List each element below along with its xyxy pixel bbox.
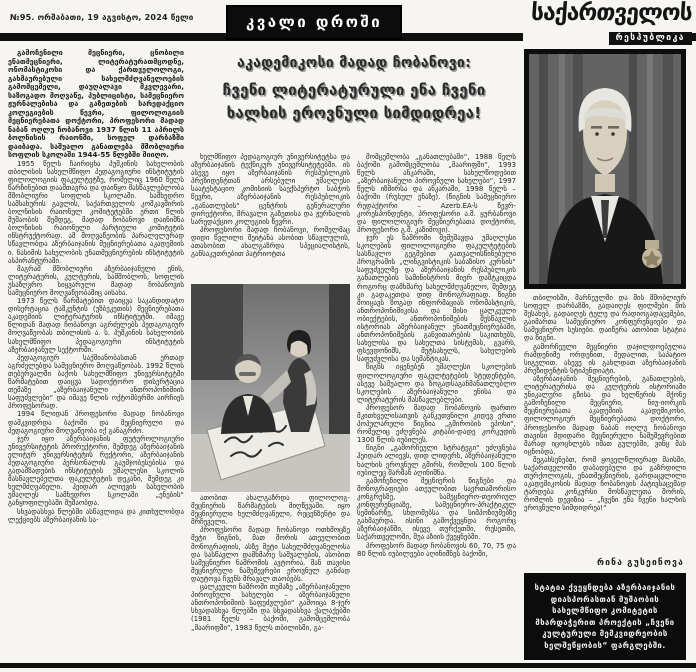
column-2 <box>191 153 350 660</box>
paragraph: პროფესორ მადად ჩობანოვის 60, 70, 75 და 80 წლის იუბილეები აღინიშნეს ბაქოში, <box>357 541 516 558</box>
bottom-rule <box>0 663 696 668</box>
paragraph: ხელმწიფო პედაგოგიურ უნივერსიტეტსა და აზერბაიჯანის ტექნიკურ უნივერსიტეტებში. ის ასევე იყო აზერბაიჯანის რესპუბლიკის პრეზიდენტთან არსებული უმაღლესი საატესტაციო კომისიის საექსპერტო საბჭოს წევრი, აზერბაიჯანის რესპუბლიკის „განათლების“ ცენტრის გენერალური დირექტორი, მრავალი გაზეთისა და ჟურნალის სარედაქციო კოლეგიის წევრი. <box>191 153 350 226</box>
paragraph: პროფესორ მადად ჩობანოვის ფართო მკითხველისათვის განკუთვნილი კიდევ ერთი პოპულარული წიგნია „გმირობის ეპოსი“, რომელიც ეძღვნება კიტაბი-დადე კორკუდის 1300 წლის იუბილეს. <box>357 403 516 445</box>
issue-date-line: №95. ორშაბათი, 19 აგვისტო, 2024 წელი <box>10 13 194 22</box>
headline-line-1: აკადემიკოსი მადად ჩობანოვი: <box>236 55 472 71</box>
paragraph: მომცემლობა „განათლებაში“, 1988 წელს ბაქოში გამომცემლობა „მაარიფში“, 1993 წელს ანკარაში, სახელწოდებით „აზერბაიჯანული პიროვნული სახელები“, 1997 წელს იზმირსა და ანკარაში, 1998 წელს – ბაქოში (რუსულ ენაზე). (წიგნის სამეცნიერო რედაქტორი – Azerb.EA-ს წევრ-კორესპონდენტი, პროფესორი ა.მ. ყურბანოვი და ფილოლოგიურ მეცნიერებათა დოქტორი, პროფესორი გ.შ. კაზიმოვი). <box>357 153 516 234</box>
paragraph: აზერბაიჯანის მეცნიერების, განათლების, ლიტერატურისა და კულტურის ისტორიაში უნიკალური გზისა და ხელწერის მქონე გამოჩენილი მეცნიერი, ნიუ-იორკის მეცნიერებათა აკადემიის აკადემიკოსი, ფილოლოგიურ მეცნიერებათა დოქტორი, პროფესორი მადად ნაბან ოღლუ ჩობანოვი თავისი მდიდარი მეცნიერული ნამუშევრებით მარად იცოცხლებს იმათ გულებში, ვინც მას იცნობდა. <box>524 374 686 456</box>
column-3 <box>357 153 516 660</box>
column-4-text <box>524 294 686 553</box>
author-byline: რინა გუსეინოვა <box>597 558 684 568</box>
paragraph: გამოჩენილი მეცნიერი, ცნობილი ენათმეცნიერი, ლიტერატურათმცოდნე, ონომასტიკოსი და ქართველოლოგი, გახმაურებული სახელმძღვანელოების გამომცემელი, დაუღალავი მკვლევარი, საზოგადო მოღვაწე, პუბლიცისტი, სამეცნიერო ჟურნალებისა და გაზეთების სარედაქციო კოლეგიების წევრი, ფილოლოგიის მეცნიერებათა დოქტორი, პროფესორი მადად ნაბან ოღლუ ჩობანოვი 1937 წლის 11 აპრილს ბოლნისის რაიონში, სოფელ დარბაზში დაიბადა. საშუალო განათლება მშობლიური სოფლის სკოლაში 1944-55 წლებში მიიღო. <box>8 49 184 159</box>
article-headline <box>191 49 517 153</box>
column-4 <box>524 49 686 660</box>
paragraph: ათობით ახალგაზრდა ფილოლოგ-მეცნიერის წარმატების მიღწევაში. იყო მეცნიერული ხელმძღვანელი, რეცენზენტი და მრჩეველი. <box>191 494 350 527</box>
column-1 <box>8 49 184 660</box>
lead-paragraph <box>8 49 184 160</box>
paragraph: მაგრამ მშობლიური აზერბაიჯანული ენის, ლიტერატურის, კულტურის, სამშობლოს, სოფლის უსაზღვრო სიყვარული მადად ჩობანოვის სამეცნიერო მოღვაწეობაშიც აისახა. <box>8 264 184 297</box>
paragraph: ჯერ იყო აზერბაიჯანის ფუტუროლოგიური უნივერსიტეტის პრორექტორი, შემდეგ აზერბაიჯანის ელიტურ უნივერსიტეტის რექტორი, აზერბაიჯანის პედაგოგიური პერსონალის გაუმჯობესებისა და გადამზადების ინსტიტუტის უმაღლესი სკოლის მასწავლებელთა ფაკულტეტის დეკანი, შემდეგ კი ხელმძღვანელი. ჰეიდარ ალიევის სახელობის უმაღლეს სამხედრო სკოლაში „ენების“ განყოფილებაში მუშაობდა. <box>8 434 184 508</box>
paragraph: პედაგოგიურ საქმიანობასთან ერთად აგრძელებდა სამეცნიერო მოღვაწეობას. 1992 წლის თებერვალში ბაქოს სახელმწიფო უნივერსიტეტში წარმატებით დაიცვა სადოქტორო დისერტაცია თემაზე „აზერბაიჯანული ანთროპონიმიის საფუძვლები“ და იმავე წლის ოქტომბერში აირჩიეს პროფესორად. <box>8 353 184 411</box>
academician-portrait-photo <box>524 49 686 289</box>
paragraph: 1955 წელს ჩაირიცხა პუშკინის სახელობის თბილისის სახელმწიფო პედაგოგიური ინსტიტუტის ფილოლოგიის ფაკულტეტზე, რომელიც 1960 წელს წარჩინებით დაამთავრა და დაიწყო მასწავლებლობა მშობლიური სოფლის სკოლაში. სამხედრო სამსახურის გავლის, საქართველოს კომკავშირის ბოლნისის რაიონულ კომიტეტებში ერთი წლის მუშაობის შემდეგ, მადად ჩობანოვი დაინიშნა ბოლნისის რაიონული პარტიული კომიტეტის ინსტრუქტორად. ამ მოღვაწეობის პარალელურად სწავლობდა აზერბაიჯანის მეცნიერებათა აკადემიის ი. ნასიმის სახელობის ენათმეცნიერების ინსტიტუტის ასპირანტურაში. <box>8 159 184 265</box>
paragraph: გამოჩენილი მეცნიერის წიგნები და მონოგრაფიები ათეულობით საერთაშორისო კონგრესზე, სამეცნიერო-თეორიულ კონფერენციაზე, სამეცნიერო-პრაქტიკულ სემინარზე, სხდომებსა და სიმპოზიუმებზე გახმაურდა. ისინი გამოქვეყნდა როგორც აზერბაიჯანში, ისევე თურქეთში, რუსეთში, საქართველოში, შუა აზიის ქვეყნებში. <box>357 476 516 542</box>
headline-line-2: ჩვენი ლიტერატურული ენა ჩვენი <box>222 81 486 99</box>
paragraph: 1994 წლიდან პროფესორი მადად ჩობანოვი დამკვიდრდა ბაქოში და მეცნიერული და პედაგოგიური მოღვაწეობა იქ განაგრძო. <box>8 410 184 435</box>
column-3-text <box>357 153 516 660</box>
support-note-box: სტატია ქვეყნდება აზერბაიჯანის დიასპორასთან მუშაობის სახელმწიფო კომიტეტის მხარდაჭერით პროექტის „ჩვენი კულტურული მემკვიდრეობის ხელშეწყობის“ ფარგლებში. <box>524 573 686 660</box>
headline-line-3: ხალხის ეროვნული სიმდიდრეა! <box>226 104 482 122</box>
article-body <box>8 49 690 660</box>
rubric-badge: კვალი დროში <box>226 5 402 40</box>
signing-photo-illustration <box>191 284 350 492</box>
paragraph: პროფესორი მადად ჩობანოვი ოთხმოცზე მეტი წიგნის, მათ შორის ათეულობით მონოგრაფიის, ასზე მეტი სახელმძღვანელოსა და სასწავლო დამხმარე საშუალების, ასობით სამეცნიერო ნაშრომის ავტორია. მან თავისი მეცნიერული ნამუშევრები ეროვნულ განძად დაუტოვა ჩვენს მრავალ თაობებს. <box>191 526 350 583</box>
paragraph: 1973 წელს წარმატებით დაიცვა საკანდიდატო დისერტაცია ტაშკენტის (უზბეკეთის) მეცნიერებათა აკადემიის ლიტერატურის ინსტიტუტში. იმავე წლიდან მადად ჩობანოვი აგრძელებს პედაგოგიურ მოღვაწეობას თბილისის ა. ს. პუშკინის სახელობის სახელმწიფო პედაგოგიური ინსტიტუტის აზერბაიჯანულ სექტორში. <box>8 297 184 354</box>
paragraph: გამორჩეული მეცნიერი დაჯილდოებულია რამდენიმე ორდენით, მედალით, საპატიო სიგელით. ასევე ის გახლდათ აზერბაიჯანის პრეზიდენტის სტიპენდიატი. <box>524 342 686 375</box>
column-2-top-text <box>191 153 350 283</box>
paragraph: სხვადასხვა წლებში ასწავლიდა და კითხულობდა ლექციებს აზერბაიჯანის სა- <box>8 507 184 524</box>
middle-section <box>191 49 517 660</box>
masthead <box>523 1 692 45</box>
paragraph: წიგნი „გამორჩეული სტრატეგი“ ეძღვნება ჰეიდარ ალიევს, დიდ ლიდერს, აზერბაიჯანული ხალხის ეროვნულ გმირს, რომლის 100 წლის იუბილეც შარშან აღინიშნა. <box>357 444 516 477</box>
paragraph: თბილისში, მარნეულში და მის მშობლიურ სოფელ დარბაზში, გადაიღეს ფილმები მის შესახებ, გადაიღეს ტელე და რადიოგადაცემები, გაიმართა სამეცნიერო კონფერენციები და სამეცნიერო სესიები. დაიწერა ათობით სტატია და წიგნი. <box>524 294 686 343</box>
masthead-title: საქართველოს <box>530 0 693 26</box>
portrait-illustration <box>529 54 681 284</box>
page-header <box>0 0 696 47</box>
masthead-subtitle: რესპუბლიკა <box>609 32 692 45</box>
column-2-bottom-text <box>191 494 350 660</box>
paragraph: შეგახსენებთ, რომ ყოველწლიურად მაისში, საქართველოში დაბადებული და გაზრდილი თურქოლოგის, ენათმეცნიერის, გარდაცვლილი აკადემიკოსის მადად ჩობანოვის პატივსაცემად ტარდება კონკურსი მოსწავლეთა შორის, რომლის დევიზია – „ჩვენი ენა ჩვენი ხალხის ეროვნული სიმდიდრეა!“ <box>524 455 686 513</box>
paragraph: ჯერ ეს ნაშრომი შემუშავდა უმაღლესი სკოლების ფილოლოგიური ფაკულტეტების სასწავლო გეგმებით გათვალისწინებული პროგრამის „ლინგვისტიკის საბაზისო კურსის“ საფუძველზე და აზერბაიჯანის რესპუბლიკის განათლების სამინისტროს მიერ დამტკიცდა როგორც დამხმარე სახელმძღვანელო, შემდეგ კი გადაკეთდა დიდ მონოგრაფიად. წიგნი მოიცავს ზოგად ინფორმაციას ონომასტიკის, ანთროპონიმიკისა და მისი ცალკეული ობიექტების, ანთროპონიმების შესწავლის ისტორიას აზერბაიჯანულ ენათმეცნიერებაში, ანთროპონიმების განვითარების საკითხებს, სახელისა და სახელთა სისტემას, გვარს, ფსევდონიმს, მეტსახელს, სახელების საფუძვლისა და სემანტიკას. <box>357 233 516 364</box>
paragraph: ცალკეული ნაშრომი თემაზე „აზერბაიჯანული პიროვნული სახელები – აზერბაიჯანული ანთროპონიმიის საფუძვლები“ გამოიცა 8-ჯერ სხვადასხვა წლებში და სხვადასხვა ქალაქებში (1981 წელს – ბაქოში, გამომცემლობა „მაარიფში“, 1983 წელს თბილისში, გა- <box>191 583 350 632</box>
signing-ceremony-photo <box>191 284 350 492</box>
paragraph: პროფესორი მადად ჩობანოვი, რომელმაც დიდი წვლილი შეიტანა ასობით სწავლულის, ათასობით ახალგაზრდა სპეციალისტის, განსაკუთრებით პატრიოტთა <box>191 225 350 259</box>
paragraph: წიგნს იყენებენ უმაღლესი სკოლების ფილოლოგიური ფაკულტეტების სტუდენტები, ასევე საშუალო და ზოგადსაგანმანათლებლო სკოლების აზერბაიჯანული ენისა და ლიტერატურის მასწავლებლები. <box>357 363 516 404</box>
